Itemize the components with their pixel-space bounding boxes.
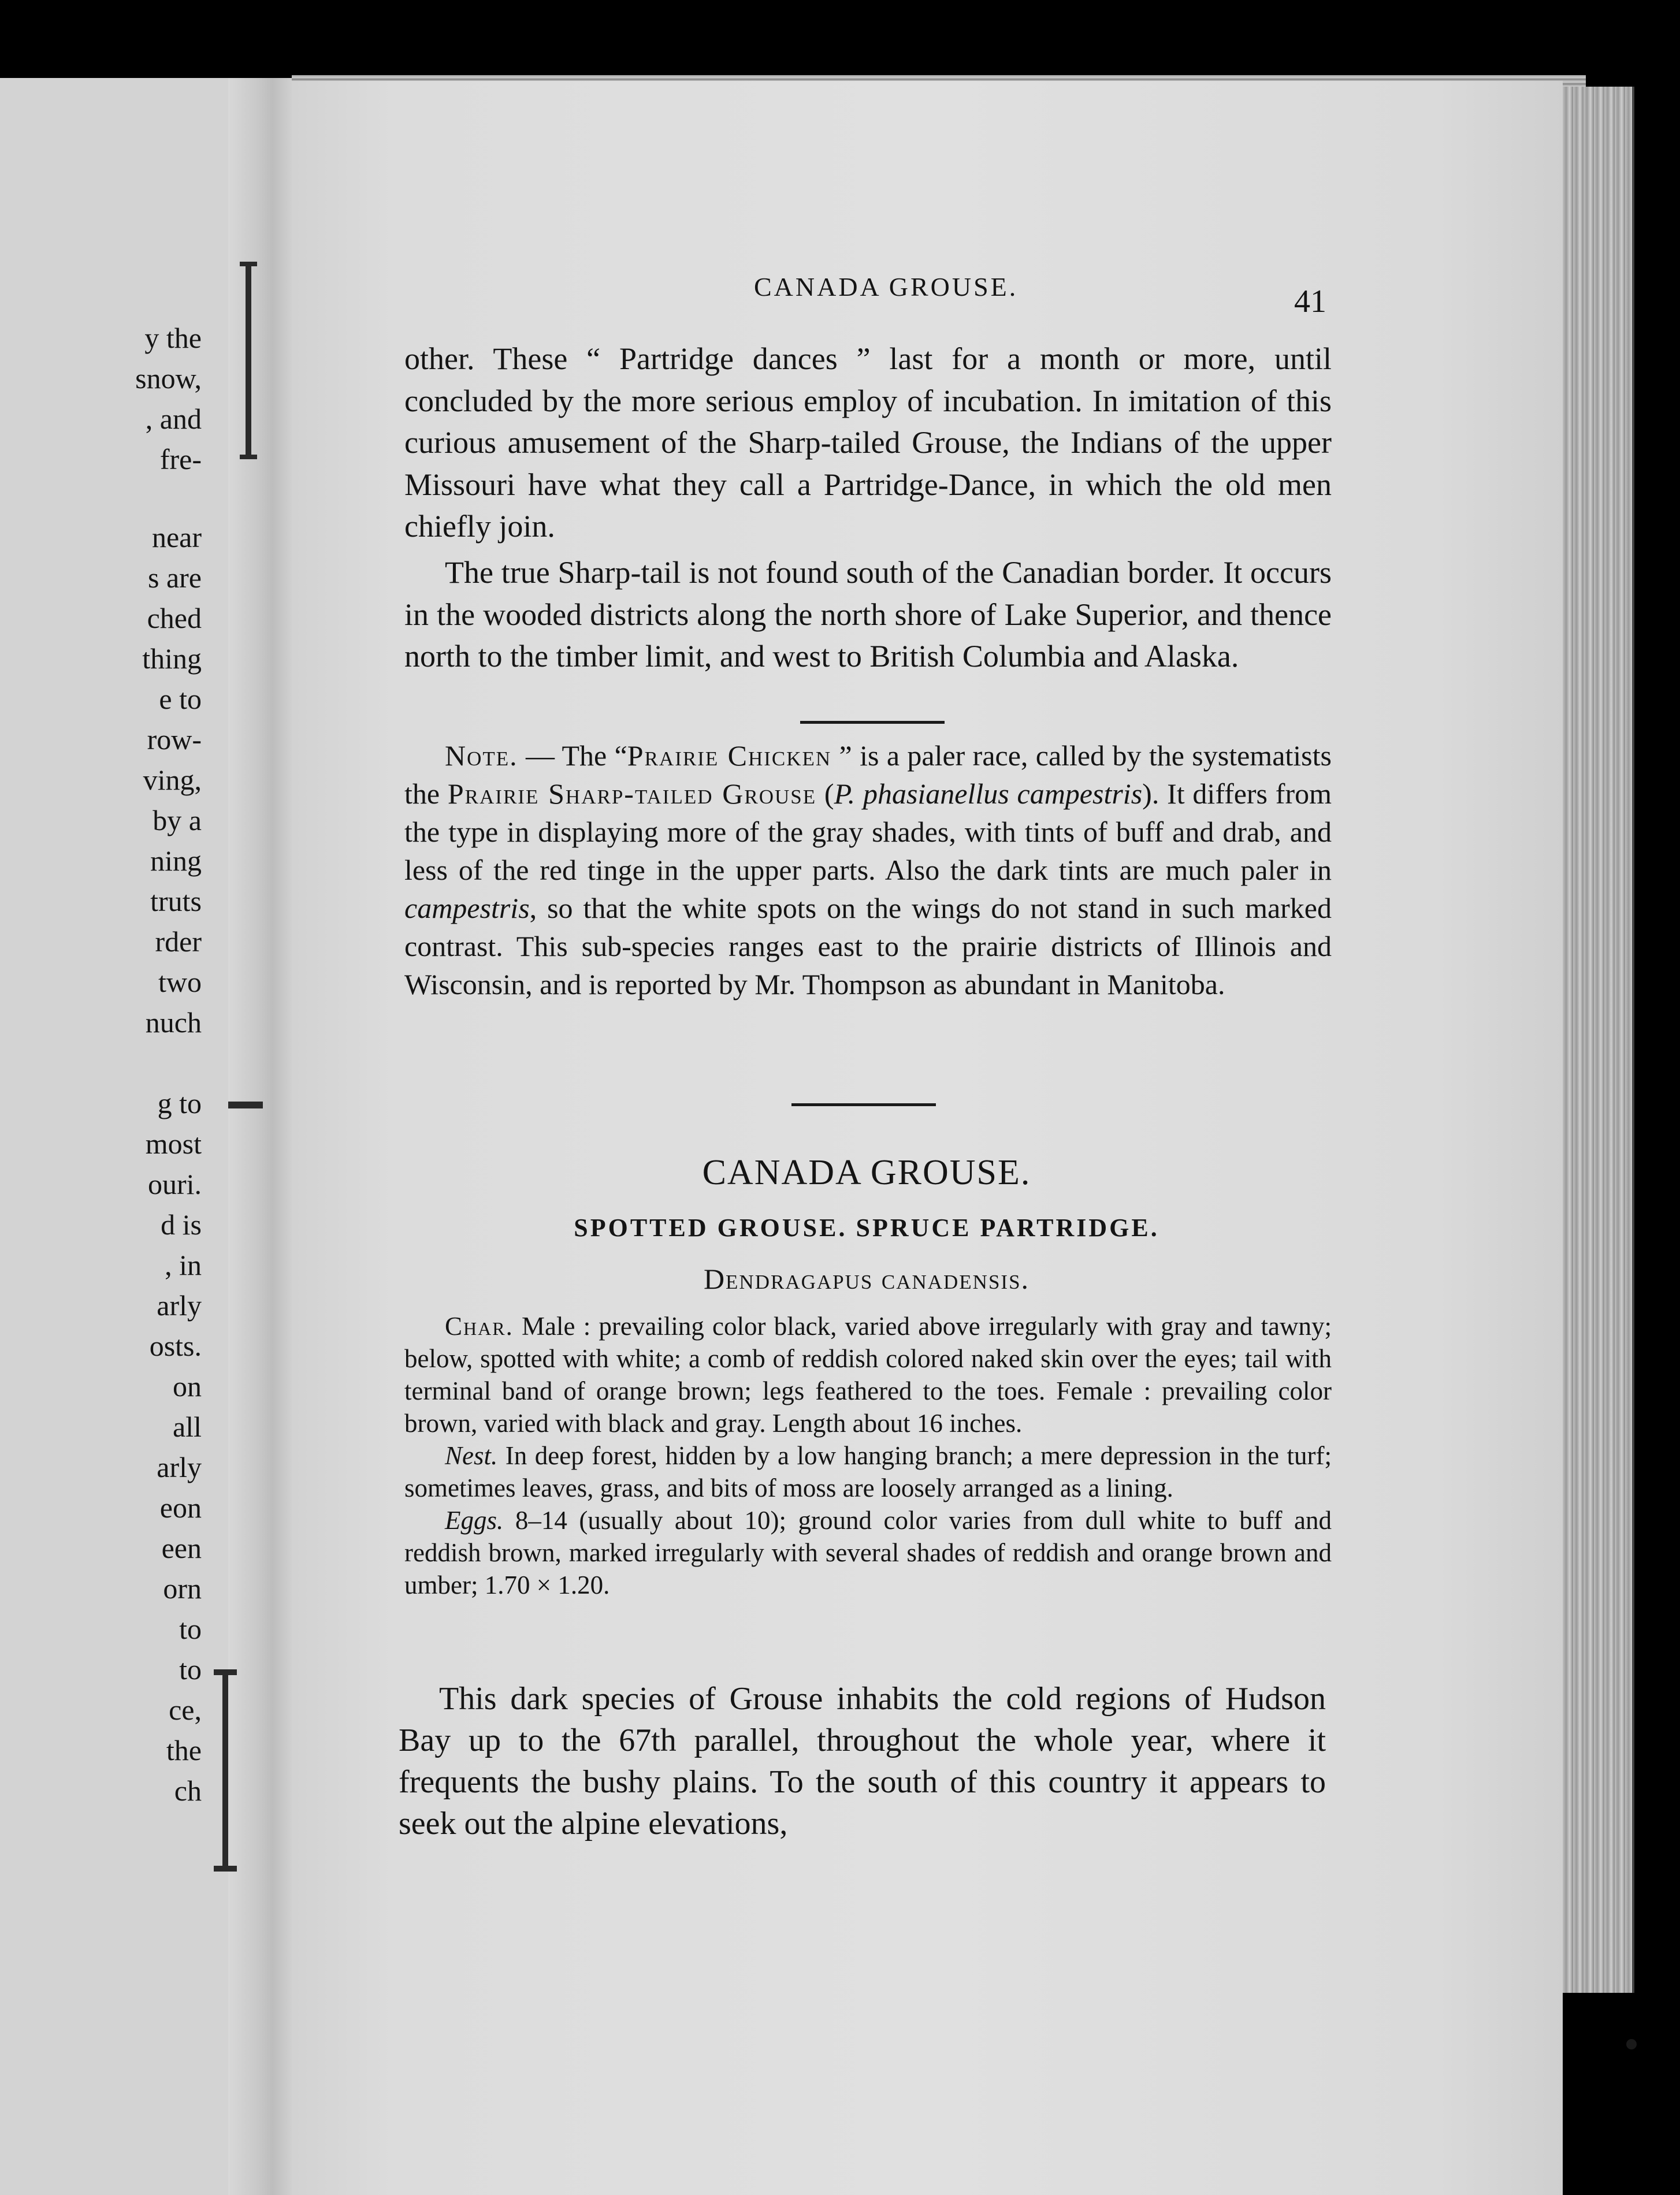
page-number: 41 <box>1294 284 1326 319</box>
left-page-text-fragment: ning <box>150 844 202 877</box>
binding-stitch-bottom <box>222 1672 228 1869</box>
char-label: Char. <box>445 1312 514 1341</box>
left-page-text-fragment: most <box>145 1128 202 1160</box>
note-scientific-name: P. phasianellus campestris <box>834 777 1143 810</box>
eggs-label: Eggs. <box>445 1506 504 1535</box>
divider-rule-2 <box>791 1103 936 1106</box>
left-page-text-fragment: ving, <box>143 764 202 796</box>
divider-rule-1 <box>800 721 945 724</box>
section-title: CANADA GROUSE. <box>702 1153 1031 1192</box>
left-page-text-fragment: ch <box>174 1774 202 1807</box>
left-page-text-fragment: row- <box>147 723 202 756</box>
left-page-text-fragment: to <box>179 1653 202 1686</box>
facing-page-left <box>0 78 228 2195</box>
binding-stitch-middle <box>228 1102 263 1108</box>
left-page-text-fragment: ce, <box>169 1694 202 1726</box>
section-subtitle: SPOTTED GROUSE. SPRUCE PARTRIDGE. <box>574 1214 1159 1242</box>
left-page-text-fragment: on <box>173 1370 202 1402</box>
section-scientific-name: Dendragapus canadensis. <box>703 1263 1030 1295</box>
left-page-text-fragment: ched <box>147 602 202 634</box>
paragraph-1: other. These “ Partridge dances ” last for a month or more, until concluded by the more serious employ of incubation. In imitation of this curious amusement of the Sharp-tailed Grouse, the Indians of the upper Missouri have what they call a Partridge-Dance, in which the old men chiefly join. <box>404 341 1332 544</box>
left-page-text-fragment: snow, <box>135 362 202 395</box>
left-page-text-fragment: truts <box>150 885 202 917</box>
left-page-text-fragment: arly <box>157 1451 202 1483</box>
left-page-text-fragment: arly <box>157 1289 202 1322</box>
left-page-text-fragment: een <box>161 1532 202 1564</box>
note-scientific-name-short: campestris <box>404 892 530 924</box>
left-page-text-fragment: osts. <box>149 1330 202 1362</box>
binding-stitch-top <box>246 263 251 459</box>
eggs-paragraph: Eggs. 8–14 (usually about 10); ground color varies from dull white to buff and reddish brown, marked irregularly with several shades of reddish and orange brown and umber; 1.70 × 1.20. <box>404 1506 1332 1599</box>
note-name-prairie-sharp-tailed: Prairie Sharp-tailed Grouse <box>447 777 817 810</box>
page-edges-right <box>1563 87 1634 1993</box>
species-characteristics <box>404 1310 1332 1601</box>
left-page-text-fragment: e to <box>159 683 202 715</box>
left-page-text-fragment: s are <box>148 561 202 594</box>
left-page-text-fragment: nuch <box>145 1006 202 1039</box>
left-page-text-fragment: near <box>151 521 202 553</box>
paragraph-2: The true Sharp-tail is not found south of the Canadian border. It occurs in the wooded districts along the north shore of Lake Superior, and thence north to the timber limit, and west to British Columbia and Alaska. <box>404 555 1332 674</box>
note-name-prairie-chicken: Prairie Chicken <box>627 739 832 772</box>
left-page-text-fragment: d is <box>161 1208 202 1241</box>
book-gutter <box>228 78 292 2195</box>
left-page-text-fragment: all <box>173 1411 202 1443</box>
left-page-text-fragment: , and <box>145 403 202 435</box>
left-page-text-fragment: two <box>158 966 202 998</box>
left-page-text-fragment: g to <box>157 1087 202 1119</box>
left-page-text-fragment: y the <box>144 322 202 354</box>
left-page-text-fragment: eon <box>159 1491 202 1524</box>
left-page-text-fragment: rder <box>155 925 202 958</box>
left-page-text-fragment: orn <box>163 1572 202 1605</box>
left-page-text-fragment: fre- <box>159 443 202 475</box>
body-paragraph: This dark species of Grouse inhabits the cold regions of Hudson Bay up to the 67th parallel, throughout the whole year, where it frequents the bushy plains. To the south of this country it appears to seek out the alpine elevations, <box>399 1681 1326 1841</box>
left-page-text-fragment: thing <box>142 642 202 675</box>
left-page-text-fragment: the <box>166 1734 202 1766</box>
note-paragraph: Note. — The “Prairie Chicken ” is a paler race, called by the systematists the Prairie Sharp-tailed Grouse (P. phasianellus campestris). It differs from the type in displaying more of the gray shades, with tints of buff and drab, and less of the red tinge in the upper parts. Also the dark tints are much paler in campestris, so that the white spots on the wings do not stand in such marked contrast. This sub-species ranges east to the prairie districts of Illinois and Wisconsin, and is reported by Mr. Thompson as abundant in Manitoba. <box>404 739 1332 1000</box>
nest-label: Nest. <box>445 1441 498 1470</box>
left-page-text-fragment: ouri. <box>147 1168 202 1200</box>
note-label: Note. <box>445 739 518 772</box>
nest-paragraph: Nest. In deep forest, hidden by a low hanging branch; a mere depression in the turf; sometimes leaves, grass, and bits of moss are loosely arranged as a lining. <box>404 1441 1332 1502</box>
left-page-text-fragment: by a <box>153 804 202 836</box>
left-page-text-fragment: to <box>179 1613 202 1645</box>
char-paragraph: Char. Male : prevailing color black, varied above irregularly with gray and tawny; below, spotted with white; a comb of reddish colored naked skin over the eyes; tail with terminal band of orange brown; legs feathered to the toes. Female : prevailing color brown, varied with black and gray. Length about 16 inches. <box>404 1312 1332 1438</box>
scan-speck <box>1626 2039 1637 2049</box>
left-page-text-fragment: , in <box>165 1249 202 1281</box>
running-head: CANADA GROUSE. <box>754 272 1019 302</box>
